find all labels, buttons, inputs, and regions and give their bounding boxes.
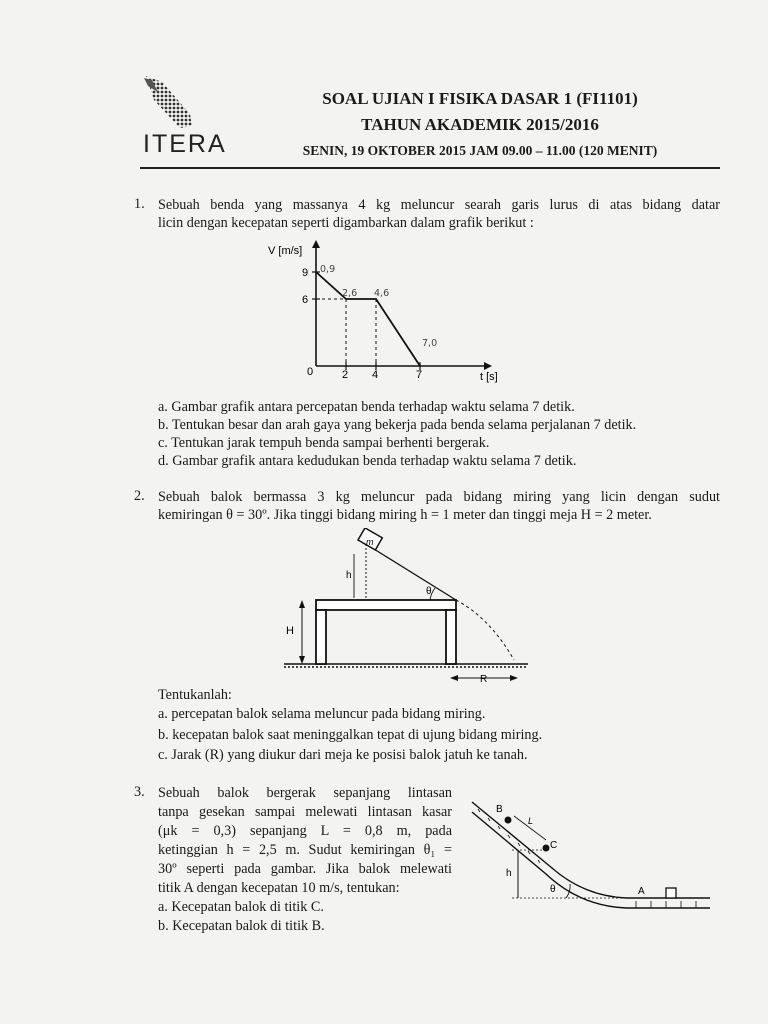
academic-year: TAHUN AKADEMIK 2015/2016 [361, 115, 599, 134]
incline-table-figure [280, 528, 540, 688]
svg-text:h: h [346, 570, 352, 581]
q1-item-d: d. Gambar grafik antara kedudukan benda terhadap waktu selama 7 detik. [158, 453, 577, 469]
svg-text:θ: θ [426, 586, 432, 597]
q3-line5: 30º seperti pada gambar. Jika balok melewati [158, 861, 452, 877]
q2-item-b: b. kecepatan balok saat meninggalkan tepat di ujung bidang miring. [158, 727, 543, 743]
q2-number: 2. [134, 488, 145, 504]
table-leg-right [446, 610, 456, 664]
velocity-line [316, 272, 420, 366]
q2-item-c: c. Jarak (R) yang diukur dari meja ke posisi balok jatuh ke tanah. [158, 747, 528, 763]
q1-item-a: a. Gambar grafik antara percepatan benda terhadap waktu selama 7 detik. [158, 399, 575, 415]
svg-text:7,0: 7,0 [422, 338, 438, 349]
ramp-track-figure [466, 788, 716, 918]
q1-line2: licin dengan kecepatan seperti digambarkan dalam grafik berikut : [158, 215, 534, 231]
q3-line3: (μk = 0,3) sepanjang L = 0,8 m, pada [158, 823, 452, 839]
svg-text:h: h [506, 868, 512, 879]
exam-title: SOAL UJIAN I FISIKA DASAR 1 (FI1101) [322, 89, 638, 108]
header-divider [140, 167, 720, 169]
graph-x-arrow [484, 362, 492, 370]
track-top [472, 802, 710, 898]
svg-text:C: C [550, 840, 558, 851]
svg-text:0: 0 [307, 366, 314, 378]
q1-item-c: c. Tentukan jarak tempuh benda sampai berhenti bergerak. [158, 435, 490, 451]
q3-line2: tanpa gesekan sampai melewati lintasan kasar [158, 804, 452, 820]
svg-text:L: L [528, 816, 534, 826]
point-c [543, 845, 550, 852]
q3-item-b: b. Kecepatan balok di titik B. [158, 918, 325, 934]
svg-text:4: 4 [372, 369, 379, 381]
svg-text:6: 6 [302, 294, 309, 306]
graph-y-arrow [312, 240, 320, 248]
point-b [505, 817, 512, 824]
svg-text:R: R [480, 674, 488, 685]
graph-xlabel: t [s] [480, 371, 498, 383]
q2-item-a: a. percepatan balok selama meluncur pada bidang miring. [158, 706, 486, 722]
block-a [666, 888, 676, 898]
q2-intro: Tentukanlah: [158, 687, 232, 703]
q2-line2: kemiringan θ = 30º. Jika tinggi bidang miring h = 1 meter dan tinggi meja H = 2 meter. [158, 507, 652, 523]
svg-text:θ: θ [550, 884, 556, 895]
q3-line1: Sebuah balok bergerak sepanjang lintasan [158, 785, 452, 801]
q1-line1: Sebuah benda yang massanya 4 kg meluncur searah garis lurus di atas bidang datar [158, 197, 720, 213]
q3-line6: titik A dengan kecepatan 10 m/s, tentukan: [158, 880, 400, 896]
table-top [316, 600, 456, 610]
exam-schedule: SENIN, 19 OKTOBER 2015 JAM 09.00 – 11.00 (120 MENIT) [302, 143, 658, 158]
table-leg-left [316, 610, 326, 664]
svg-text:A: A [638, 886, 645, 897]
q1-number: 1. [134, 196, 145, 212]
incline-surface [366, 544, 456, 600]
svg-text:4,6: 4,6 [374, 288, 390, 299]
q1-item-b: b. Tentukan besar dan arah gaya yang bekerja pada benda selama perjalanan 7 detik. [158, 417, 637, 433]
svg-text:7: 7 [416, 369, 423, 381]
svg-text:m: m [366, 537, 374, 547]
q3-number: 3. [134, 784, 145, 800]
logo-text: ITERA [143, 130, 227, 158]
svg-text:2: 2 [342, 369, 349, 381]
svg-text:B: B [496, 804, 503, 815]
q3-item-a: a. Kecepatan balok di titik C. [158, 899, 324, 915]
velocity-time-graph [250, 238, 510, 388]
projectile-path [456, 600, 514, 660]
svg-text:H: H [286, 625, 294, 637]
graph-ylabel: V [m/s] [268, 245, 303, 257]
q3-line4: ketinggian h = 2,5 m. Sudut kemiringan θ₁ = [158, 842, 452, 858]
q2-line1: Sebuah balok bermassa 3 kg meluncur pada bidang miring yang licin dengan sudut [158, 489, 720, 505]
svg-text:2,6: 2,6 [342, 288, 358, 299]
svg-text:9: 9 [302, 267, 309, 279]
svg-text:0,9: 0,9 [320, 264, 336, 275]
